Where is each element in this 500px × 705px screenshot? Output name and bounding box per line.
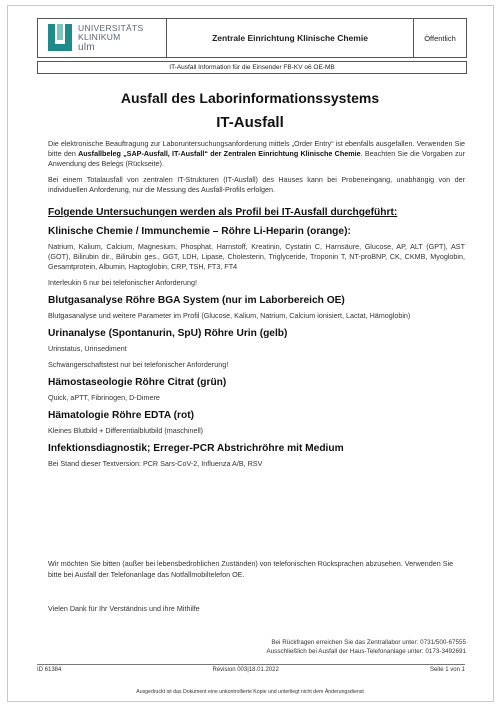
logo-wordmark: UNIVERSITÄTS KLINIKUM ulm <box>78 23 144 53</box>
document-header <box>37 18 467 58</box>
document-id: ID 61384 <box>37 667 62 673</box>
page-subtitle: IT-Ausfall <box>216 114 284 131</box>
document-subtitle-bar: IT-Ausfall Information für die Einsender FB-KV o6 OE-MB <box>37 61 467 74</box>
section-heading: Hämostaseologie Röhre Citrat (grün) <box>48 377 227 388</box>
revision-info: Revision 003|18.01.2022 <box>212 667 279 673</box>
page-title: Ausfall des Laborinformationssystems <box>120 90 380 106</box>
section-item: Bei Stand dieser Textversion: PCR Sars-CoV-2, Influenza A/B, RSV <box>48 459 263 468</box>
thanks-line: Vielen Dank für Ihr Verständnis und ihre Mithilfe <box>48 604 200 613</box>
section-heading: Infektionsdiagnostik; Erreger-PCR Abstrichröhre mit Medium <box>48 443 344 454</box>
page-number: Seite 1 von 1 <box>429 667 465 673</box>
section-heading: Blutgasanalyse Röhre BGA System (nur im Laborbereich OE) <box>48 295 345 306</box>
section-item: Natrium, Kalium, Calcium, Magnesium, Phosphat, Harnstoff, Kreatinin, Cystatin C, Harnsäure, Glucose, AP, ALT (GPT), AST (GOT), Bilirubin dir., Bilirubin ges., GGT, LDH, Lipase, Cholesterin, Triglyceride, Troponin T, NT-proBNP, CK, CKMB, Myoglobin, Gesamtprotein, Albumin, Haptoglobin, CRP, TSH, FT3, FT4 <box>48 242 465 271</box>
print-disclaimer: Ausgedruckt ist das Dokument eine unkontrollierte Kopie und unterliegt nicht dem Änderungsdienst <box>136 689 364 695</box>
document-footer <box>37 664 465 673</box>
logo-u-mark-icon <box>47 24 73 52</box>
section-heading: Klinische Chemie / Immunchemie – Röhre Li-Heparin (orange): <box>48 226 351 237</box>
document-body <box>48 139 465 475</box>
department-name: Zentrale Einrichtung Klinische Chemie <box>167 19 414 57</box>
intro-paragraph-2: Bei einem Totalausfall von zentralen IT-Strukturen (IT-Ausfall) des Hauses kann bei Probeneingang, unabhängig von der individuellen Anforderung, nur die Messung des Ausfall-Profils erfolgen. <box>48 175 465 194</box>
section-item: Schwangerschaftstest nur bei telefonischer Anforderung! <box>48 360 229 369</box>
section-item: Urinstatus, Urinsediment <box>48 344 127 353</box>
section-item: Blutgasanalyse und weitere Parameter im Profil (Glucose, Kalium, Natrium, Calcium ionisiert, Lactat, Hämoglobin) <box>48 311 411 320</box>
closing-paragraph: Wir möchten Sie bitten (außer bei lebensbedrohlichen Zuständen) von telefonischen Rücksprachen abzusehen. Verwenden Sie bitte bei Ausfall der Telefonanlage das Notfallmobiltelefon OE. <box>48 559 454 579</box>
section-item: Kleines Blutbild + Differentialblutbild (maschinell) <box>48 426 204 435</box>
section-item: Interleukin 6 nur bei telefonischer Anforderung! <box>48 278 198 287</box>
section-heading: Hämatologie Röhre EDTA (rot) <box>48 410 195 421</box>
profile-heading: Folgende Untersuchungen werden als Profil bei IT-Ausfall durchgeführt: <box>48 207 398 218</box>
classification-label: Öffentlich <box>424 33 456 43</box>
university-logo <box>38 19 167 57</box>
contact-lab-phone: Bei Rückfragen erreichen Sie das Zentrallabor unter: 0731/500-67555 <box>271 639 466 646</box>
intro-paragraph-1: Die elektronische Beauftragung zur Laboruntersuchungsanforderung mittels „Order Entry“ ist ebenfalls ausgefallen. Verwenden Sie bitte den Ausfallbeleg „SAP-Ausfall, IT-Ausfall“ der Zentralen Einrichtung Klinische Chemie. Beachten Sie die Vorgaben zur Anwendung des Belegs (Rückseite). <box>48 139 466 168</box>
contact-info <box>266 638 466 656</box>
contact-emergency-phone: Ausschließlich bei Ausfall der Haus-Telefonanlage unter: 0173-3492691 <box>266 648 466 655</box>
section-item: Quick, aPTT, Fibrinogen, D-Dimere <box>48 393 160 402</box>
section-heading: Urinanalyse (Spontanurin, SpU) Röhre Urin (gelb) <box>48 328 288 339</box>
